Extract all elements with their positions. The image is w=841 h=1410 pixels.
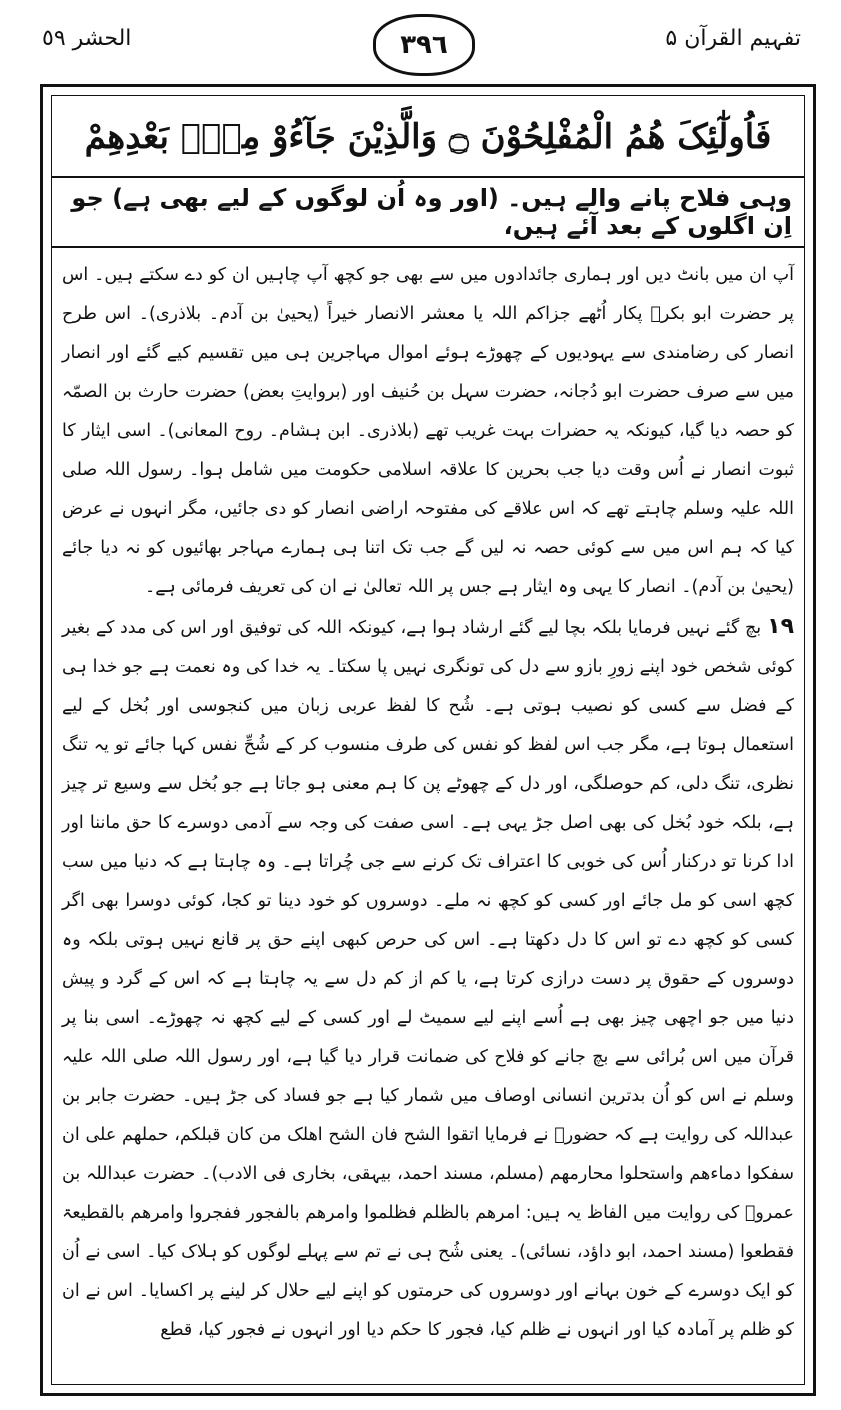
commentary-paragraph-2 [62,607,794,1350]
page-frame [40,84,816,1396]
page-header [0,0,841,78]
commentary [62,256,794,1376]
surah-label: الحشر ٥٩ [42,26,132,51]
arabic-verse: فَاُولٰٓئِکَ هُمُ الْمُفْلِحُوْنَ ۝ وَالَّذِیْنَ جَآءُوْ مِنْۢ بَعْدِهِمْ [52,96,804,178]
inner-frame [51,95,805,1385]
page-number: ٣٩٦ [400,30,448,60]
footnote-text: بچ گئے نہیں فرمایا بلکہ بچا لیے گئے ارشاد ہوا ہے، کیونکہ اللہ کی توفیق اور اس کی مدد کے بغیر کوئی شخص خود اپنے زورِ بازو سے دل کی تونگری نہیں پا سکتا۔ یہ خدا کی وہ نعمت ہے جو خدا ہی کے فضل سے کسی کو نصیب ہوتی ہے۔ شُح کا لفظ عربی زبان میں کنجوسی اور بُخل کے لیے استعمال ہوتا ہے، مگر جب اس لفظ کو نفس کی طرف منسوب کر کے شُحِّ نفس کہا جائے تو یہ تنگ نظری، تنگ دلی، کم حوصلگی، اور دل کے چھوٹے پن کا ہم معنی ہو جاتا ہے جو بُخل سے وسیع تر چیز ہے، بلکہ خود بُخل کی بھی اصل جڑ یہی ہے۔ اسی صفت کی وجہ سے آدمی دوسرے کا حق ماننا اور ادا کرنا تو درکنار اُس کی خوبی کا اعتراف تک کرنے سے جی چُراتا ہے۔ وہ چاہتا ہے کہ دنیا میں سب کچھ اسی کو مل جائے اور کسی کو کچھ نہ ملے۔ دوسروں کو خود دینا تو کجا، کوئی دوسرا بھی اگر کسی کو کچھ دے تو اس کا دل دکھتا ہے۔ اس کی حرص کبھی اپنے حق پر قانع نہیں ہوتی بلکہ وہ دوسروں کے حقوق پر دست درازی کرتا ہے، یا کم از کم دل سے یہ چاہتا ہے کہ اس کے گرد و پیش دنیا میں جو اچھی چیز بھی ہے اُسے اپنے لیے سمیٹ لے اور کسی کے لیے کچھ نہ چھوڑے۔ اسی بنا پر قرآن میں اس بُرائی سے بچ جانے کو فلاح کی ضمانت قرار دیا گیا ہے، اور رسول اللہ صلی اللہ علیہ وسلم نے اس کو اُن بدترین انسانی اوصاف میں شمار کیا ہے جو فساد کی جڑ ہیں۔ حضرت جابر بن عبداللہ کی روایت ہے کہ حضورؐ نے فرمایا اتقوا الشح فان الشح اھلک من کان قبلکم، حملھم علی ان سفکوا دماءھم واستحلوا محارمھم (مسلم، مسند احمد، بیہقی، بخاری فی الادب)۔ حضرت عبداللہ بن عمروؓ کی روایت میں الفاظ یہ ہیں: امرھم بالظلم فظلموا وامرھم بالفجور ففجروا وامرھم بالقطیعۃ فقطعوا (مسند احمد، ابو داؤد، نسائی)۔ یعنی شُح ہی نے تم سے پہلے لوگوں کو ہلاک کیا۔ اسی نے اُن کو ایک دوسرے کے خون بہانے اور دوسروں کی حرمتوں کو اپنے لیے حلال کر لینے پر اکسایا۔ اس نے ان کو ظلم پر آمادہ کیا اور انہوں نے ظلم کیا، فجور کا حکم دیا اور انہوں نے فجور کیا، قطع [62,618,794,1340]
page-number-badge [373,14,475,76]
commentary-paragraph-1: آپ ان میں بانٹ دیں اور ہماری جائدادوں میں سے بھی جو کچھ آپ چاہیں ان کو دے سکتے ہیں۔ اس پر حضرت ابو بکرؓ پکار اُٹھے جزاکم اللہ یا معشر الانصار خیراً (یحییٰ بن آدم۔ بلاذری)۔ اس طرح انصار کی رضامندی سے یہودیوں کے چھوڑے ہوئے اموال مہاجرین ہی میں تقسیم کیے گئے اور انصار میں سے صرف حضرت ابو دُجانہ، حضرت سہل بن حُنیف اور (بروایتِ بعض) حضرت حارث بن الصمّہ کو حصہ دیا گیا، کیونکہ یہ حضرات بہت غریب تھے (بلاذری۔ ابن ہشام۔ روح المعانی)۔ اسی ایثار کا ثبوت انصار نے اُس وقت دیا جب بحرین کا علاقہ اسلامی حکومت میں شامل ہوا۔ رسول اللہ صلی اللہ علیہ وسلم چاہتے تھے کہ اس علاقے کی مفتوحہ اراضی انصار کو دی جائیں، مگر انہوں نے عرض کیا کہ ہم اس میں سے کوئی حصہ نہ لیں گے جب تک اتنا ہی ہمارے مہاجر بھائیوں کو نہ دیا جائے (یحییٰ بن آدم)۔ انصار کا یہی وہ ایثار ہے جس پر اللہ تعالیٰ نے ان کی تعریف فرمائی ہے۔ [62,265,794,597]
footnote-number: ۱۹ [767,614,794,639]
book-title: تفہیم القرآن ۵ [665,26,801,51]
urdu-translation: وہی فلاح پانے والے ہیں۔ (اور وہ اُن لوگوں کے لیے بھی ہے) جو اِن اگلوں کے بعد آئے ہیں، [52,178,804,248]
